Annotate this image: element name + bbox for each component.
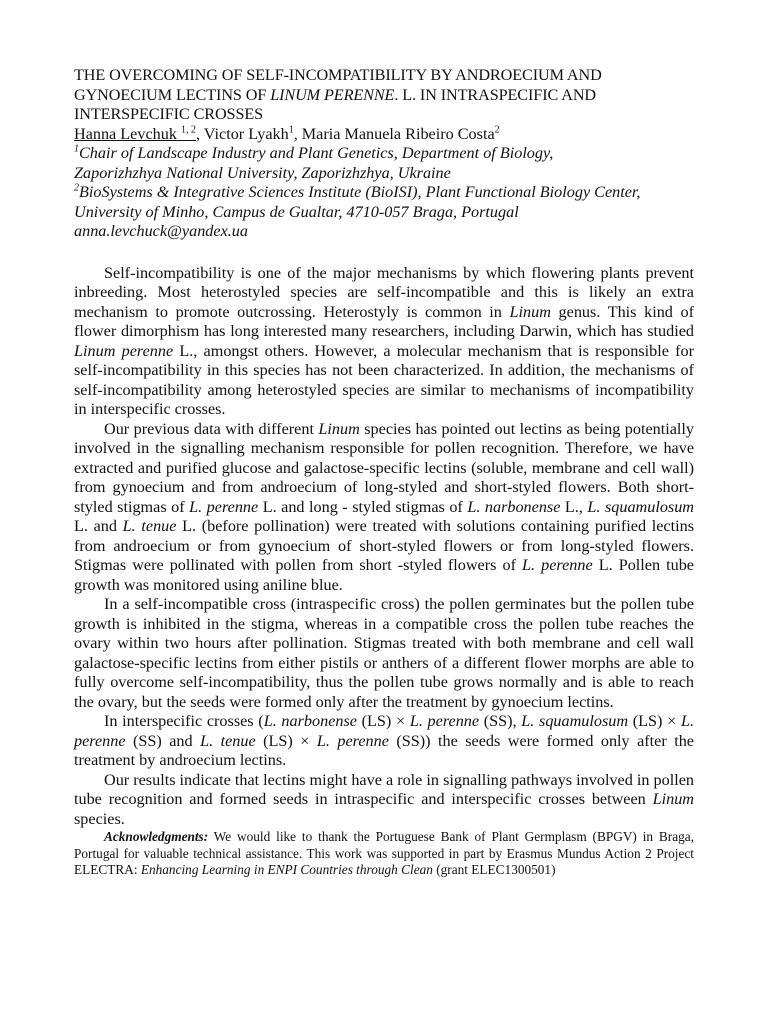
acknowledgments: Acknowledgments: We would like to thank the Portuguese Bank of Plant Germplasm (BPGV) in Braga, Portugal for valuable technical assistance. This work was supported in part by Erasmus Mundus Action 2 Project ELECTRA: Enhancing Learning in ENPI Countries through Clean (grant ELEC1300501) bbox=[74, 829, 694, 878]
paper-page bbox=[74, 66, 694, 879]
author-email: anna.levchuck@yandex.ua bbox=[74, 222, 248, 240]
affiliation-2: $^2$BioSystems & Integrative Sciences Institute (BioISI), Plant Functional Biology Center, University of Minho, Campus de Gualtar, 4710-057 Braga, Portugal bbox=[74, 182, 641, 221]
paragraph-1: Self-incompatibility is one of the major mechanisms by which flowering plants prevent inbreeding. Most heterostyled species are self-incompatible and this is likely an extra mechanism to promote outcrossing. Heterostyly is common in Linum genus. This kind of flower dimorphism has long interested many researchers, including Darwin, which has studied Linum perenne L., amongst others. However, a molecular mechanism that is responsible for self-incompatibility in this species has not been characterized. In addition, the mechanisms of self-incompatibility among heterostyled species are similar to mechanisms of incompatibility in interspecific crosses. bbox=[74, 263, 694, 418]
author-3: Maria Manuela Ribeiro Costa bbox=[301, 124, 495, 143]
author-list: Hanna Levchuk $^{1, 2}$, Victor Lyakh$^1$, Maria Manuela Ribeiro Costa$^2$ bbox=[74, 124, 500, 143]
paragraph-2: Our previous data with different Linum species has pointed out lectins as being potentially involved in the signalling mechanism responsible for pollen recognition. Therefore, we have extracted and purified glucose and galactose-specific lectins (soluble, membrane and cell wall) from gynoecium and from androecium of long-styled and short-styled flowers. Both short-styled stigmas of L. perenne L. and long - styled stigmas of L. narbonense L., L. squamulosum L. and L. tenue L. (before pollination) were treated with solutions containing purified lectins from androecium or from gynoecium of short-styled flowers or from long-styled flowers. Stigmas were pollinated with pollen from short -styled flowers of L. perenne L. Pollen tube growth was monitored using aniline blue. bbox=[74, 419, 694, 594]
paper-title: THE OVERCOMING OF SELF-INCOMPATIBILITY BY ANDROECIUM AND GYNOECIUM LECTINS OF LINUM PERENNE. L. IN INTRASPECIFIC AND INTERSPECIFIC CROSSES bbox=[74, 66, 602, 123]
affiliation-1: $^1$Chair of Landscape Industry and Plant Genetics, Department of Biology, Zaporizhzhya National University, Zaporizhzhya, Ukraine bbox=[74, 143, 554, 182]
paragraph-5: Our results indicate that lectins might have a role in signalling pathways involved in pollen tube recognition and formed seeds in intraspecific and interspecific crosses between Linum species. bbox=[74, 770, 694, 828]
paragraph-3: In a self-incompatible cross (intraspecific cross) the pollen germinates but the pollen tube growth is inhibited in the stigma, whereas in a compatible cross the pollen tube reaches the ovary within two hours after pollination. Stigmas treated with both membrane and cell wall galactose-specific lectins from either pistils or anthers of a different flower morphs are able to fully overcome self-incompatibility, thus the pollen tube grows normally and is able to reach the ovary, but the seeds were formed only after the treatment by gynoecium lectins. bbox=[74, 595, 694, 711]
author-1: Hanna Levchuk $^{1, 2}$ bbox=[74, 124, 196, 143]
author-2: Victor Lyakh bbox=[203, 124, 289, 143]
paragraph-4: In interspecific crosses (L. narbonense (LS) × L. perenne (SS), L. squamulosum (LS) × L. perenne (SS) and L. tenue (LS) × L. perenne (SS)) the seeds were formed only after the treatment by androecium lectins. bbox=[74, 712, 694, 769]
abstract-body bbox=[74, 264, 694, 880]
title-species: LINUM PERENNE bbox=[270, 85, 395, 104]
